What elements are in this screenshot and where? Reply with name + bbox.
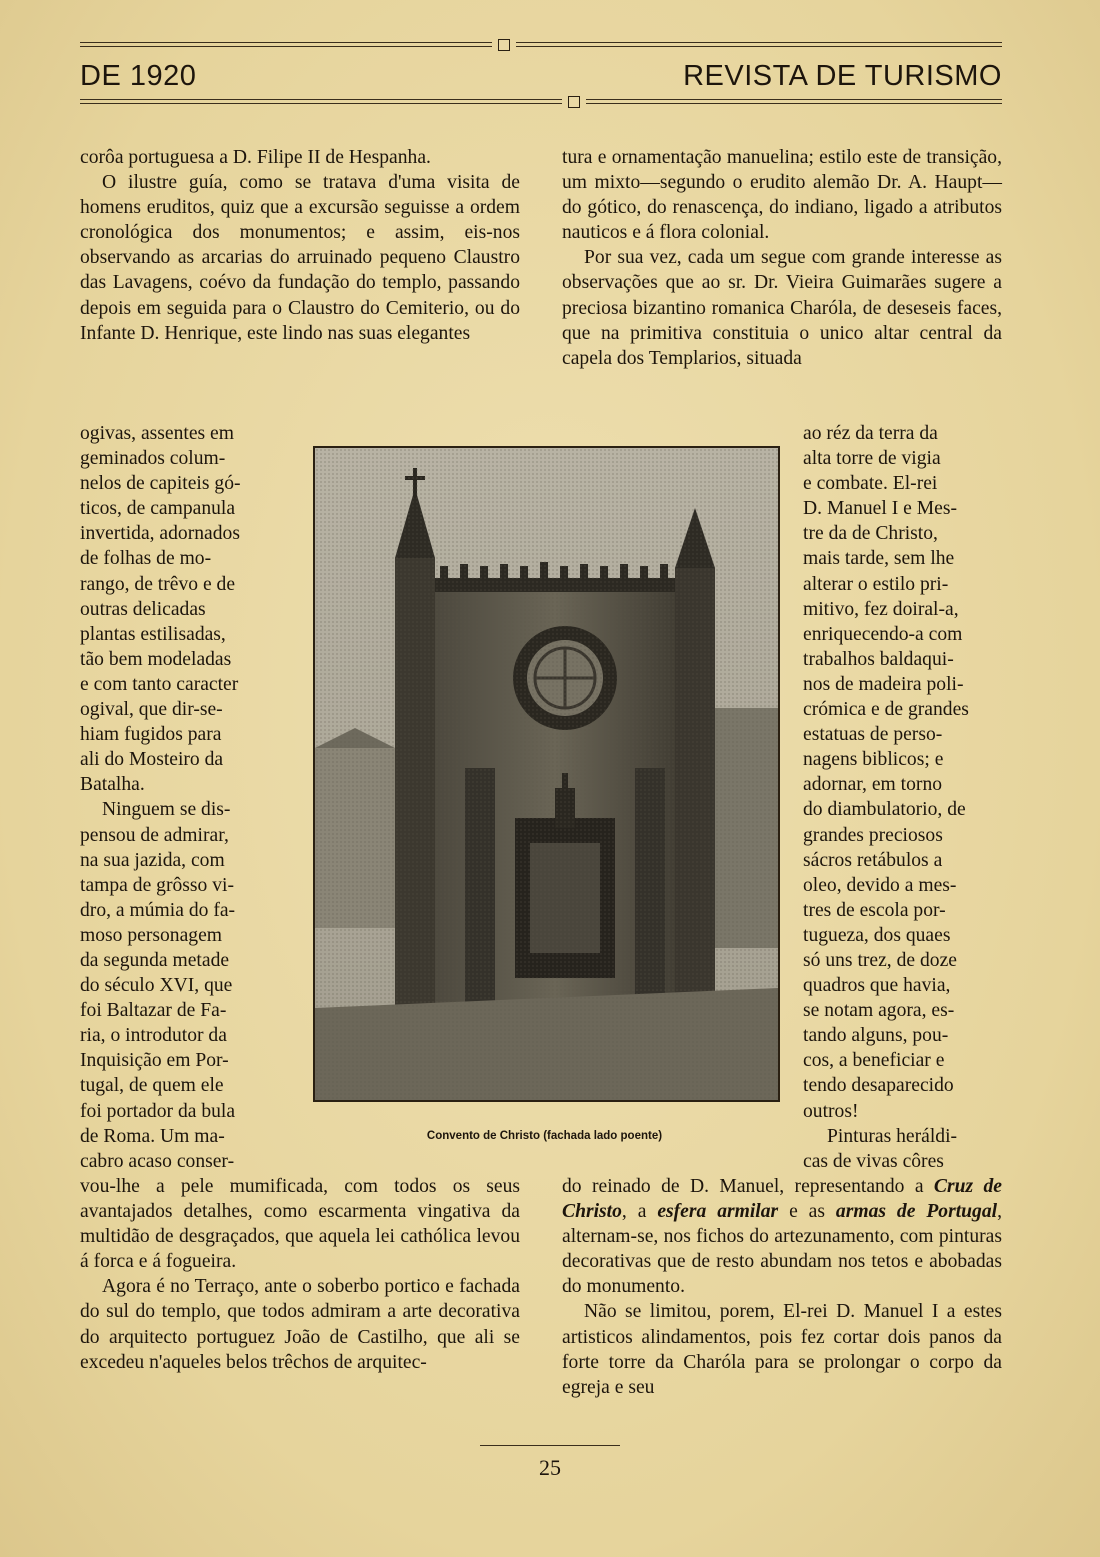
text-line: ria, o introdutor da — [80, 1025, 227, 1047]
text-line: moso personagem — [80, 924, 223, 946]
photo-illustration — [315, 448, 778, 1100]
text-line: mais tarde, sem lhe — [803, 548, 955, 570]
text-line: outros! — [803, 1100, 859, 1122]
text-line: pensou de admirar, — [80, 824, 229, 846]
text-line: foi portador da bula — [80, 1100, 236, 1122]
text-line: hiam fugidos para — [80, 724, 222, 746]
text-line: oleo, devido a mes- — [803, 874, 957, 896]
text-line: Pinturas heráldi- — [827, 1125, 958, 1147]
paragraph: Não se limitou, porem, El-rei D. Manuel I a estes artisticos alindamentos, pois fez cortar dois panos da forte torre da Charóla para se prolongar o corpo da egreja e seu — [562, 1301, 1002, 1398]
header-left: DE 1920 — [80, 60, 197, 92]
footer-rule — [480, 1445, 620, 1446]
text-line: ticos, de campanula — [80, 498, 236, 520]
text-line: tugueza, dos quaes — [803, 924, 951, 946]
text-line: alterar o estilo pri- — [803, 573, 949, 595]
text-line: tão bem modeladas — [80, 648, 232, 670]
emphasis: armas de Portugal — [835, 1201, 998, 1223]
right-column-bottom — [562, 1174, 1002, 1400]
text-line: D. Manuel I e Mes- — [803, 498, 957, 520]
paragraph: tura e ornamentação manuelina; estilo este de transição, um mixto—segundo o erudito alemão Dr. A. Haupt—do gótico, do renascença, do indiano, ligado a atributos nauticos e á flora colonial. — [562, 147, 1002, 244]
text-line: do século XVI, que — [80, 975, 233, 997]
text-run: do reinado de D. Manuel, representando a — [562, 1176, 934, 1197]
emphasis: Cruz de Christo — [562, 1176, 1002, 1223]
text-run: e as — [778, 1201, 836, 1223]
text-line: adornar, em torno — [803, 774, 943, 796]
text-line: geminados colum- — [80, 448, 226, 470]
emphasis: esfera armilar — [657, 1201, 779, 1223]
text-line: de folhas de mo- — [80, 548, 212, 570]
text-line: e com tanto caracter — [80, 673, 239, 695]
text-line: tendo desaparecido — [803, 1075, 954, 1097]
text-line: da segunda metade — [80, 949, 230, 971]
paragraph: O ilustre guía, como se tratava d'uma visita de homens eruditos, quiz que a excursão seguisse a ordem cronológica dos monumentos; e assim, eis-nos observando as arcarias do arruinado pequeno Claustro das Lavagens, coévo da fundação do templo, passando depois em seguida para o Claustro do Cemiterio, ou do Infante D. Henrique, este lindo nas suas elegantes — [80, 172, 520, 344]
text-line: ogival, que dir-se- — [80, 699, 223, 721]
text-line: invertida, adornados — [80, 523, 240, 545]
text-line: tugal, de quem ele — [80, 1075, 224, 1097]
text-line: ogivas, assentes em — [80, 423, 234, 444]
text-line: plantas estilisadas, — [80, 623, 226, 645]
header-rule-top-right — [516, 42, 1002, 47]
text-line: do diambulatorio, de — [803, 799, 966, 821]
text-line: enriquecendo-a com — [803, 623, 963, 645]
text-line: cos, a beneficiar e — [803, 1050, 945, 1072]
photo-caption: Convento de Christo (fachada lado poente) — [426, 1130, 663, 1142]
text-line: de Roma. Um ma- — [80, 1125, 225, 1147]
paragraph: Por sua vez, cada um segue com grande interesse as observações que ao sr. Dr. Vieira Guimarães sugere a preciosa bizantino romanica Charóla, de deseseis faces, que na primitiva constituia o unico altar central da capela dos Templarios, situada — [562, 247, 1002, 369]
paragraph: corôa portuguesa a D. Filipe II de Hespanha. — [80, 147, 431, 168]
text-line: Ninguem se dis- — [102, 799, 231, 821]
text-line: Batalha. — [80, 774, 145, 796]
text-line: nos de madeira poli- — [803, 673, 964, 695]
text-line: se notam agora, es- — [803, 1000, 955, 1022]
ornament-square — [498, 39, 510, 51]
text-line: foi Baltazar de Fa- — [80, 1000, 227, 1022]
paragraph: vou-lhe a pele mumificada, com todos os seus avantajados detalhes, como escarmenta vingativa da multidão de desgraçados, que aquela lei cathólica levou á forca e á fogueira. — [80, 1176, 520, 1273]
right-column-wrap — [803, 421, 1003, 1174]
text-line: quadros que havia, — [803, 975, 951, 997]
text-line: crómica e de grandes — [803, 699, 969, 721]
text-line: tando alguns, pou- — [803, 1025, 949, 1047]
header-rule-top-left — [80, 42, 492, 47]
church-facade-photo — [313, 446, 780, 1102]
header-rule-bottom-right — [586, 99, 1002, 104]
text-line: tre da de Christo, — [803, 523, 938, 545]
text-line: tres de escola por- — [803, 899, 946, 921]
text-line: cabro acaso conser- — [80, 1150, 235, 1172]
text-line: tampa de grôsso vi- — [80, 874, 234, 896]
text-line: só uns trez, de doze — [803, 949, 957, 971]
text-line: estatuas de perso- — [803, 724, 943, 746]
text-line: e combate. El-rei — [803, 473, 938, 495]
text-line: dro, a múmia do fa- — [80, 899, 236, 921]
ornament-square — [568, 96, 580, 108]
text-line: alta torre de vigia — [803, 448, 941, 470]
right-column-top — [562, 145, 1002, 371]
header-right: REVISTA DE TURISMO — [683, 60, 1002, 92]
text-run: , a — [621, 1201, 658, 1223]
text-run: , alternam-se, nos fichos do artezunamento, com pinturas decorativas que de resto abundam nos tetos e abobadas do monumento. — [562, 1201, 1002, 1298]
text-line: Inquisição em Por- — [80, 1050, 229, 1072]
left-column-top — [80, 145, 520, 346]
text-line: nagens biblicos; e — [803, 749, 944, 771]
text-line: nelos de capiteis gó- — [80, 473, 241, 495]
text-line: grandes preciosos — [803, 824, 943, 846]
text-line: outras delicadas — [80, 598, 206, 620]
text-line: ao réz da terra da — [803, 423, 938, 444]
text-line: cas de vivas côres — [803, 1150, 944, 1172]
header-rule-bottom-left — [80, 99, 562, 104]
text-line: trabalhos baldaqui- — [803, 648, 954, 670]
text-line: na sua jazida, com — [80, 849, 225, 871]
left-column-bottom — [80, 1174, 520, 1375]
text-line: rango, de trêvo e de — [80, 573, 236, 595]
paragraph: Agora é no Terraço, ante o soberbo portico e fachada do sul do templo, que todos admiram a arte decorativa do arquitecto portuguez João de Castilho, que ali se excedeu n'aqueles belos trêchos de arquitec- — [80, 1276, 520, 1373]
text-line: ali do Mosteiro da — [80, 749, 224, 771]
text-line: sácros retábulos a — [803, 849, 943, 871]
left-column-wrap — [80, 421, 285, 1174]
page-number: 25 — [539, 1455, 561, 1480]
text-line: mitivo, fez doiral-a, — [803, 598, 959, 620]
paragraph — [562, 1174, 1002, 1299]
